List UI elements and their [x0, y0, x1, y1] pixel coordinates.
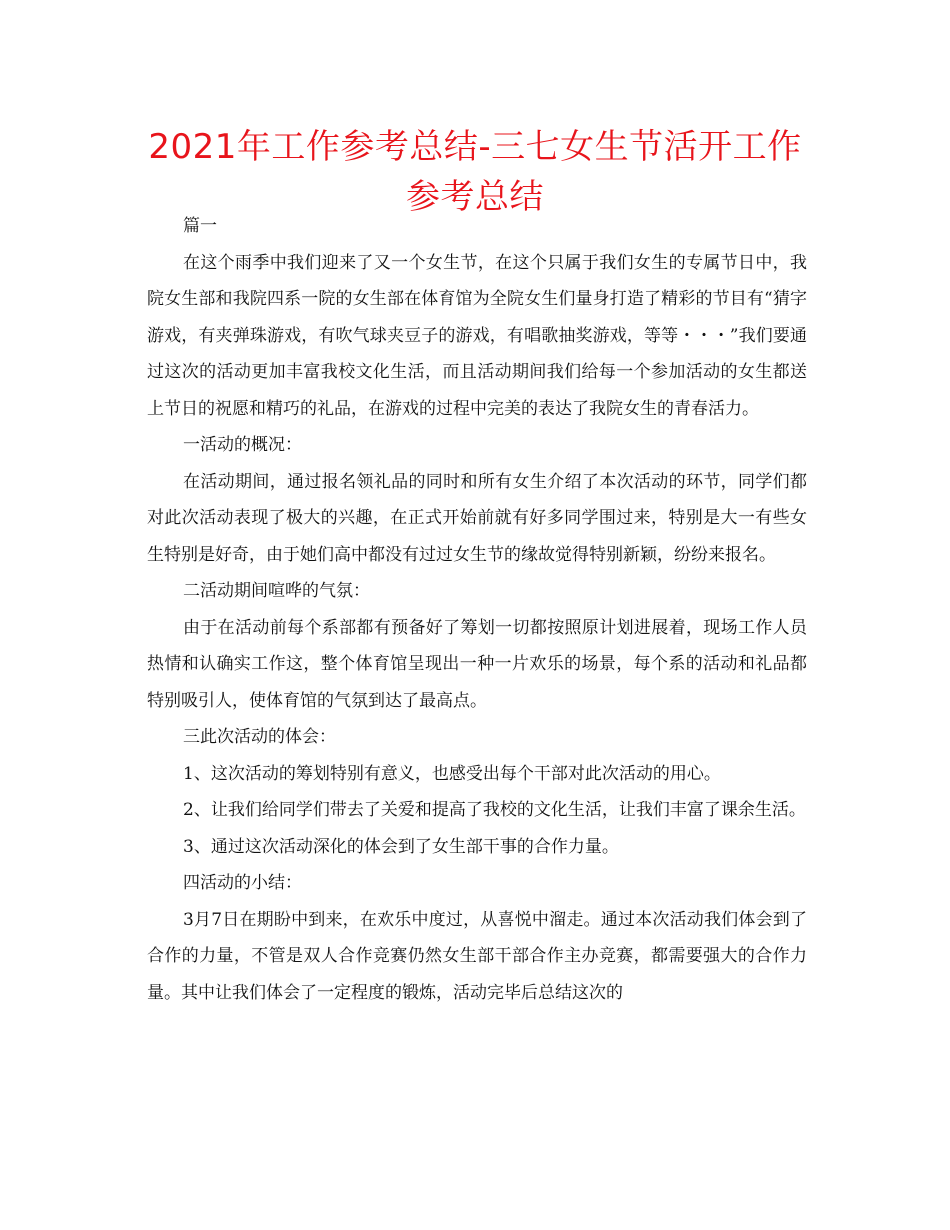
paragraph-intro: 在这个雨季中我们迎来了又一个女生节，在这个只属于我们女生的专属节日中，我院女生部和我院四系一院的女生部在体育馆为全院女生们量身打造了精彩的节目有“猜字游戏，有夹弹珠游戏，有吹气球夹豆子的游戏，有唱歌抽奖游戏，等等・・・”我们要通过这次的活动更加丰富我校文化生活，而且活动期间我们给每一个参加活动的女生都送上节日的祝愿和精巧的礼品，在游戏的过程中完美的表达了我院女生的青春活力。	[147, 252, 807, 419]
heading-experience: 三此次活动的体会：	[183, 727, 336, 747]
document-title: 2021年工作参考总结-三七女生节活开工作参考总结	[148, 127, 802, 217]
paragraph-summary: 3月7日在期盼中到来，在欢乐中度过，从喜悦中溜走。通过本次活动我们体会到了合作的力量，不管是双人合作竞赛仍然女生部干部合作主办竞赛，都需要强大的合作力量。其中让我们体会了一定程度的锻炼，活动完毕后总结这次的	[147, 909, 807, 1003]
paragraph-section-label: 篇一	[183, 216, 217, 236]
heading-summary: 四活动的小结：	[183, 873, 302, 893]
list-item-experience-2: 2、让我们给同学们带去了关爱和提高了我校的文化生活，让我们丰富了课余生活。	[183, 800, 806, 820]
list-item-experience-1: 1、这次活动的筹划特别有意义，也感受出每个干部对此次活动的用心。	[183, 763, 721, 784]
paragraph-atmosphere: 由于在活动前每个系部都有预备好了筹划一切都按照原计划进展着，现场工作人员热情和认确实工作这，整个体育馆呈现出一种一片欢乐的场景，每个系的活动和礼品都特别吸引人，使体育馆的气氛到达了最高点。	[147, 617, 807, 711]
list-item-experience-3: 3、通过这次活动深化的体会到了女生部干事的合作力量。	[183, 836, 619, 857]
document-body	[147, 208, 807, 1011]
paragraph-overview: 在活动期间，通过报名领礼品的同时和所有女生介绍了本次活动的环节，同学们都对此次活动表现了极大的兴趣，在正式开始前就有好多同学围过来，特别是大一有些女生特别是好奇，由于她们高中都没有过过女生节的缘故觉得特别新颖，纷纷来报名。	[147, 471, 807, 565]
heading-atmosphere: 二活动期间喧哗的气氛：	[183, 581, 370, 601]
heading-overview: 一活动的概况：	[183, 435, 302, 455]
